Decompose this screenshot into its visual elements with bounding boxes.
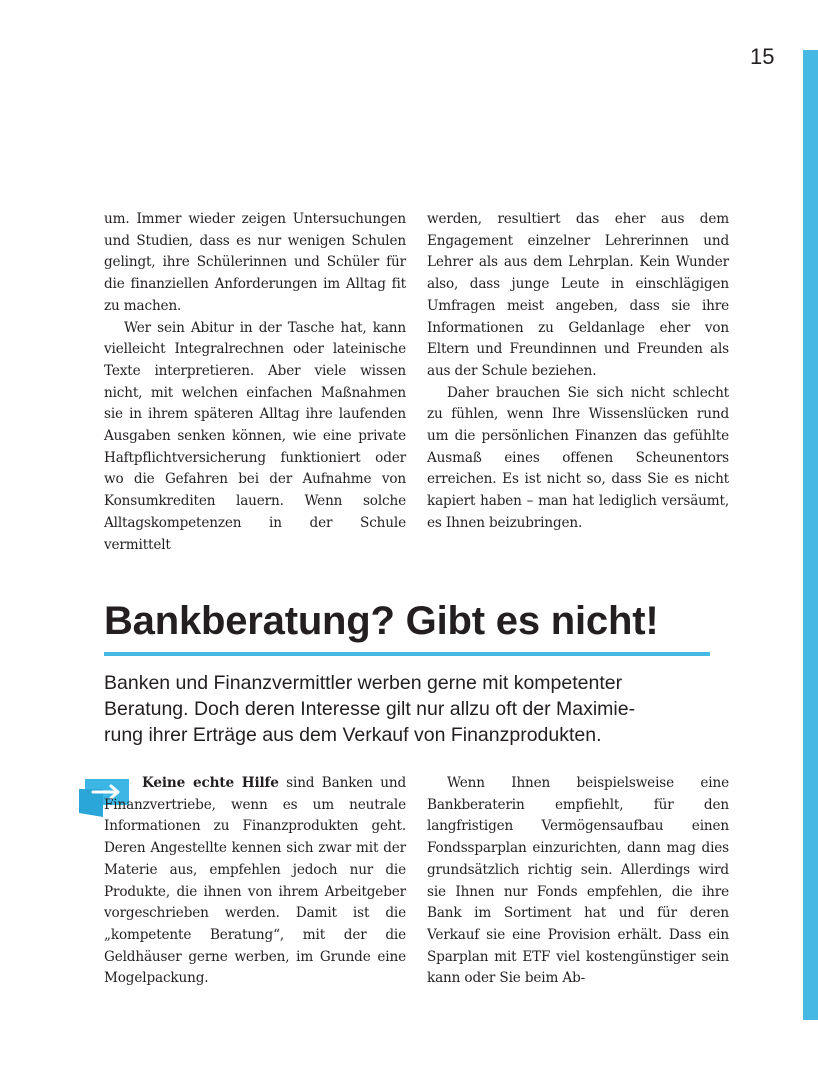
section2-right-column [427, 773, 729, 990]
lead-line: Beratung. Doch deren Interesse gilt nur allzu oft der Maximie- [104, 698, 636, 720]
lead-line: Banken und Finanzvermittler werben gerne mit kompetenter [104, 672, 623, 694]
heading-underline [104, 652, 710, 656]
lead-paragraph [104, 670, 710, 748]
lead-line: rung ihrer Erträge aus dem Verkauf von Finanzprodukten. [104, 724, 602, 746]
paragraph-text: sind Banken und Finanzvertriebe, wenn es um neutrale Informationen zu Finanzprodukten geht. Deren Angestellte kennen sich zwar mit der Materie aus, empfehlen jedoch nur die Produkte, die ihnen von ihrem Arbeitgeber vorgeschrieben werden. Damit ist die „kompetente Beratung“, mit der die Geldhäuser gerne werben, im Grunde eine Mogelpackung. [104, 775, 406, 987]
lead-in-phrase: Keine echte Hilfe [142, 775, 279, 791]
paragraph: um. Immer wieder zeigen Untersuchungen und Studien, dass es nur wenigen Schulen gelingt, ihre Schülerinnen und Schüler für die finanziellen Anforderungen im Alltag fit zu machen. [104, 211, 406, 314]
paragraph [104, 773, 406, 990]
paragraph: Daher brauchen Sie sich nicht schlecht zu fühlen, wenn Ihre Wissenslücken rund um die persönlichen Finanzen das gefühlte Ausmaß eines offenen Scheunentors erreichen. Es ist nicht so, dass Sie es nicht kapiert haben – man hat lediglich versäumt, es Ihnen beizubringen. [427, 384, 729, 531]
section1-left-column [104, 209, 406, 556]
page-number: 15 [750, 44, 775, 69]
paragraph: Wenn Ihnen beispielsweise eine Bankberaterin empfiehlt, für den langfristigen Vermögensaufbau einen Fondssparplan einzurichten, dann mag dies grundsätzlich richtig sein. Allerdings wird sie Ihnen nur Fonds empfehlen, die ihre Bank im Sortiment hat und für deren Verkauf sie eine Provision erhält. Dass ein Sparplan mit ETF viel kostengünstiger sein kann oder Sie beim Ab- [427, 775, 729, 987]
section-heading: Bankberatung? Gibt es nicht! [104, 599, 659, 643]
paragraph: werden, resultiert das eher aus dem Engagement einzelner Lehrerinnen und Lehrer als aus dem Lehrplan. Kein Wunder also, dass junge Leute in einschlägigen Umfragen meist angeben, dass sie ihre Informationen zu Geldanlage eher von Eltern und Freundinnen und Freunden als aus der Schule beziehen. [427, 211, 729, 379]
section1-right-column [427, 209, 729, 535]
section2-left-column [104, 773, 406, 990]
paragraph: Wer sein Abitur in der Tasche hat, kann vielleicht Integralrechnen oder lateinische Texte interpretieren. Aber viele wissen nicht, mit welchen einfachen Maßnahmen sie in ihrem späteren Alltag ihre laufenden Ausgaben senken können, wie eine private Haftpflichtversicherung funktioniert oder wo die Gefahren bei der Aufnahme von Konsumkrediten lauern. Wenn solche Alltagskompetenzen in der Schule vermittelt [104, 319, 406, 553]
page-edge-bar [803, 50, 818, 1020]
